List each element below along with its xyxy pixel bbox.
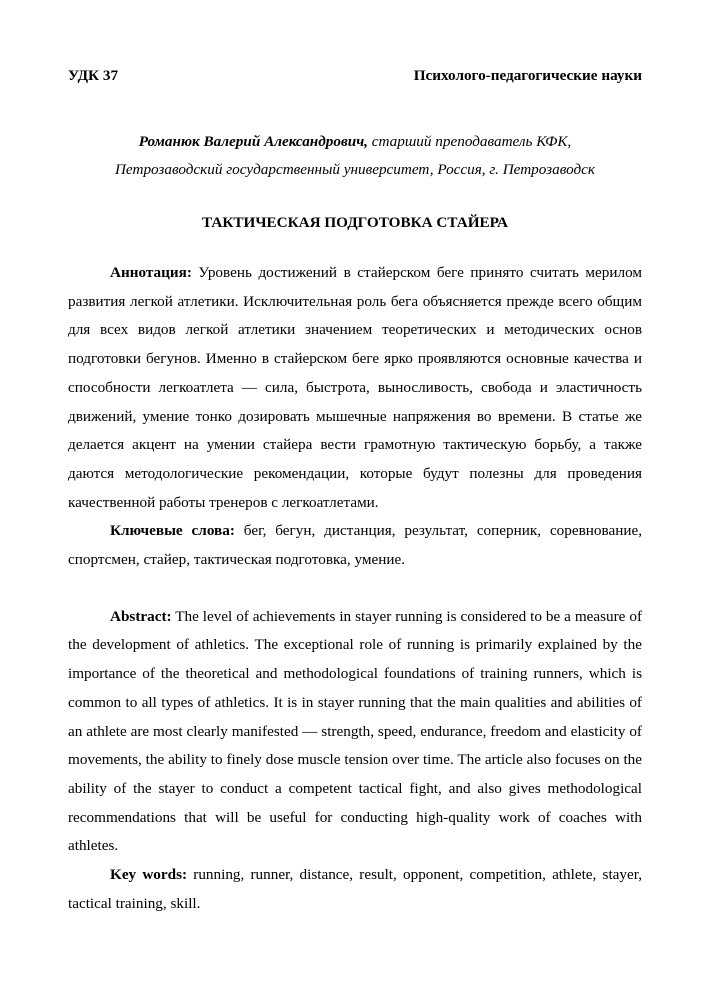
page-header <box>68 62 642 90</box>
keywords-en-label: Key words: <box>110 866 188 884</box>
udc-code: УДК 37 <box>68 67 119 84</box>
paper-page <box>68 62 642 918</box>
keywords-ru-label: Ключевые слова: <box>110 522 235 540</box>
science-field: Психолого-педагогические науки <box>413 67 642 84</box>
annotation-label: Аннотация: <box>110 264 192 281</box>
keywords-en-text: running, runner, distance, result, opponent, competition, athlete, stayer, tactical training, skill. <box>68 866 642 912</box>
abstract-text: The level of achievements in stayer running is considered to be a measure of the development of athletics. The exceptional role of running is primarily explained by the importance of the theoretical and methodological foundations of training runners, which is common to all types of athletics. It is in stayer running that the main qualities and abilities of an athlete are most clearly manifested — strength, speed, endurance, freedom and elasticity of movements, the ability to finely dose muscle tension over time. The article also focuses on the ability of the stayer to conduct a competent tactical fight, and also gives methodological recommendations that will be useful for conducting high-quality work of coaches with athletes. <box>68 607 642 855</box>
annotation-paragraph <box>68 259 642 517</box>
annotation-text: Уровень достижений в стайерском беге принято считать мерилом развития легкой атлетики. Исключительная роль бега объясняется прежде всего общим для всех видов легкой атлетики значением теоретических и методических основ подготовки бегунов. Именно в стайерском беге ярко проявляются основные качества и способности легкоатлета — сила, быстрота, выносливость, свобода и эластичность движений, умение тонко дозировать мышечные напряжения во времени. В статье же делается акцент на умении стайера вести грамотную тактическую борьбу, а также даются методологические рекомендации, которые будут полезны для проведения качественной работы тренеров с легкоатлетами. <box>68 264 642 511</box>
abstract-label: Abstract: <box>110 607 172 625</box>
abstract-paragraph <box>68 603 642 861</box>
author-block <box>68 128 642 184</box>
keywords-en-paragraph <box>68 861 642 918</box>
author-affiliation: Петрозаводский государственный университет, Россия, г. Петрозаводск <box>114 161 596 178</box>
author-name: Романюк Валерий Александрович, <box>138 133 368 150</box>
author-position: старший преподаватель КФК, <box>367 133 572 150</box>
keywords-ru-text: бег, бегун, дистанция, результат, соперник, соревнование, спортсмен, стайер, тактическая подготовка, умение. <box>68 522 643 569</box>
keywords-ru-paragraph <box>68 517 642 574</box>
author-line <box>68 128 642 156</box>
article-title: ТАКТИЧЕСКАЯ ПОДГОТОВКА СТАЙЕРА <box>202 214 508 231</box>
